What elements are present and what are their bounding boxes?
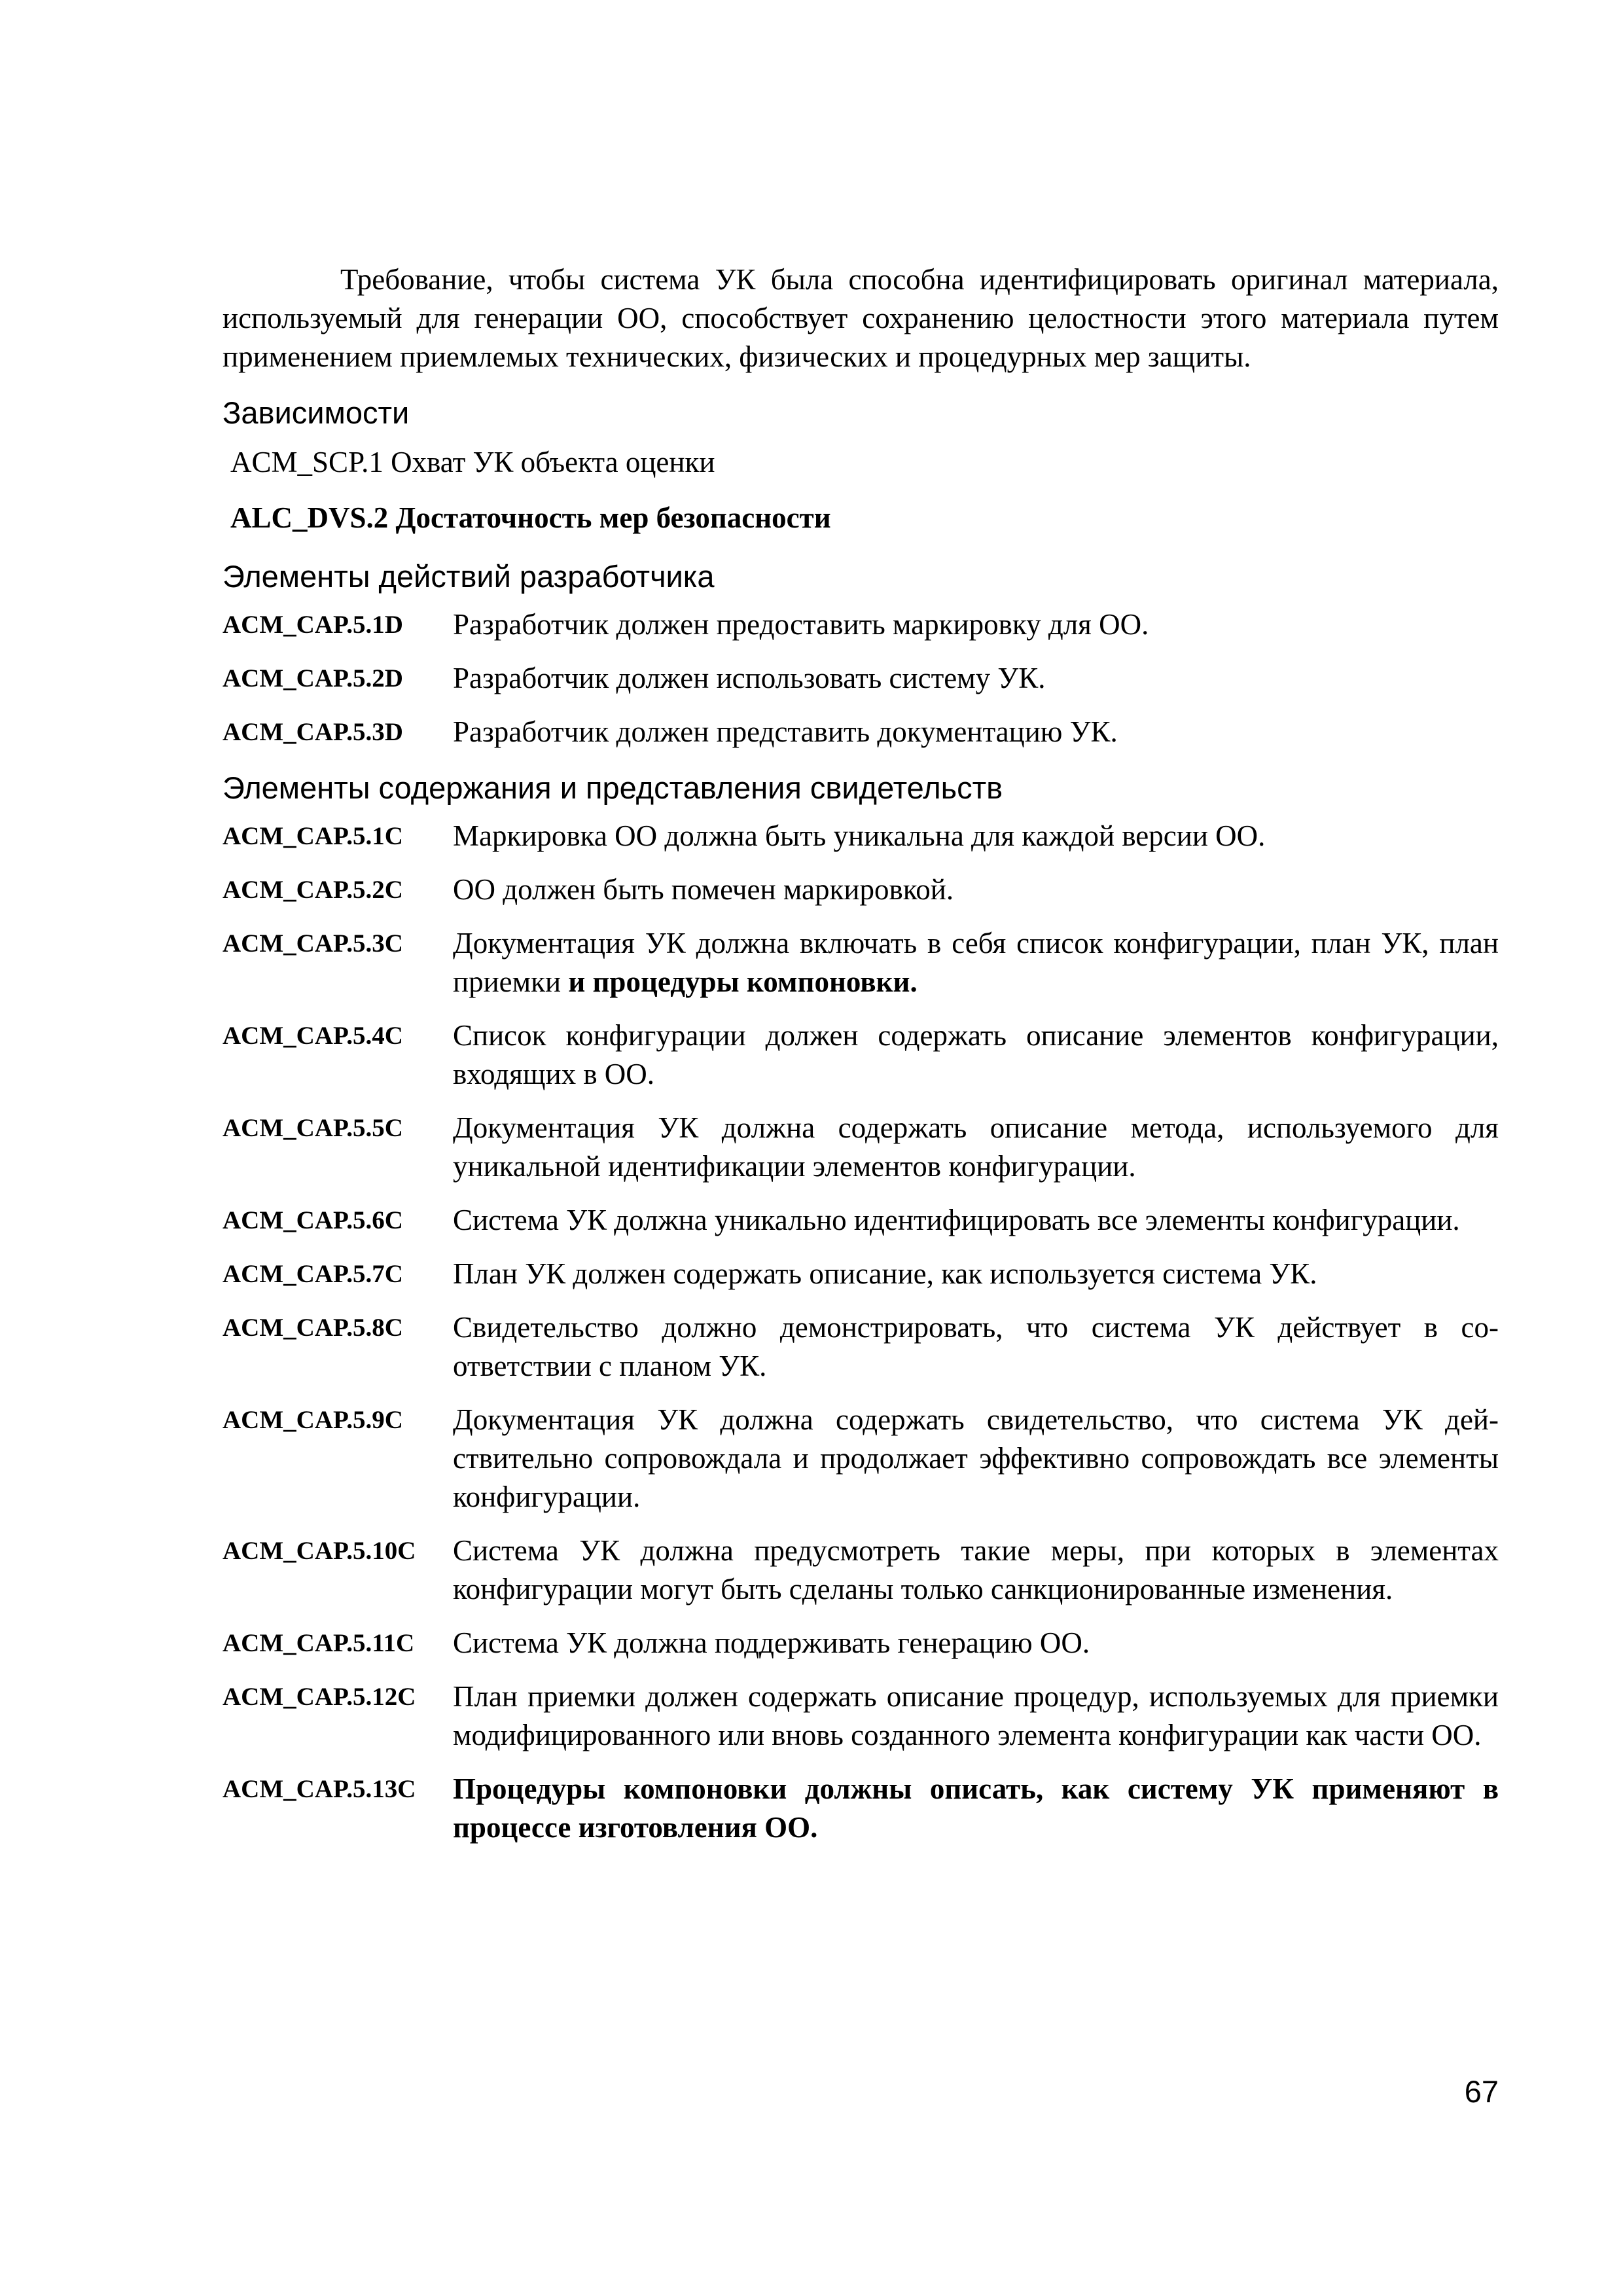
element-text: Маркировка ОО должна быть уникальна для каждой версии ОО. <box>453 819 1266 852</box>
list-item <box>223 1255 1499 1293</box>
element-id: ACM_CAP.5.9C <box>223 1406 403 1434</box>
element-id: ACM_CAP.5.5C <box>223 1114 403 1142</box>
element-text: Документация УК должна содержать свидетельство, что система УК действительно сопровождала и продолжает эффективно сопровождать все элементы конфигурации. <box>453 1403 1499 1513</box>
element-id: ACM_CAP.5.6C <box>223 1206 403 1234</box>
element-text-regular: Документация УК должна включать в себя список конфигурации, план УК, план приемки <box>453 927 1499 998</box>
element-id: ACM_CAP.5.3C <box>223 929 403 958</box>
element-text: План УК должен содержать описание, как используется система УК. <box>453 1257 1317 1290</box>
developer-actions-list <box>223 605 1499 751</box>
list-item <box>223 1532 1499 1609</box>
developer-actions-heading: Элементы действий разработчика <box>223 559 715 594</box>
element-id: ACM_CAP.5.10C <box>223 1537 416 1565</box>
list-item <box>223 1201 1499 1240</box>
content-elements-list <box>223 817 1499 1847</box>
list-item <box>223 1016 1499 1094</box>
list-item <box>223 1624 1499 1662</box>
list-item <box>223 1677 1499 1755</box>
component-title: ALC_DVS.2 Достаточность мер безопасности <box>230 501 831 534</box>
dependency-line: ACM_SCP.1 Охват УК объекта оценки <box>230 446 715 478</box>
list-item <box>223 659 1499 698</box>
list-item <box>223 817 1499 855</box>
element-text: Документация УК должна содержать описание метода, используемого для уникальной идентификации элементов конфигурации. <box>453 1111 1499 1183</box>
element-id: ACM_CAP.5.2D <box>223 664 403 692</box>
element-text: Список конфигурации должен содержать описание элементов конфигурации, входящих в ОО. <box>453 1019 1499 1090</box>
element-text: Система УК должна поддерживать генерацию ОО. <box>453 1626 1090 1659</box>
list-item <box>223 605 1499 644</box>
element-text: Разработчик должен представить документацию УК. <box>453 715 1118 748</box>
element-text: Процедуры компоновки должны описать, как систему УК применяют в процессе изготовления ОО. <box>453 1772 1499 1844</box>
element-text: ОО должен быть помечен маркировкой. <box>453 873 954 906</box>
element-id: ACM_CAP.5.13C <box>223 1775 416 1803</box>
element-id: ACM_CAP.5.7C <box>223 1260 403 1288</box>
list-item <box>223 1770 1499 1847</box>
dependencies-heading: Зависимости <box>223 395 410 430</box>
list-item <box>223 713 1499 751</box>
element-text <box>453 924 1499 1001</box>
element-text: Система УК должна предусмотреть такие меры, при которых в элементах конфигурации могут быть сделаны только санкционированные изменения. <box>453 1534 1499 1605</box>
list-item <box>223 1109 1499 1186</box>
element-text: Разработчик должен использовать систему УК. <box>453 662 1046 694</box>
element-id: ACM_CAP.5.8C <box>223 1314 403 1342</box>
content-elements-heading: Элементы содержания и представления свидетельств <box>223 770 1003 805</box>
element-id: ACM_CAP.5.3D <box>223 718 403 746</box>
page-content <box>223 260 1499 1862</box>
list-item <box>223 924 1499 1001</box>
list-item <box>223 1401 1499 1516</box>
page-number: 67 <box>1464 2074 1499 2109</box>
element-id: ACM_CAP.5.1D <box>223 611 403 639</box>
element-id: ACM_CAP.5.1C <box>223 822 403 850</box>
element-text: Свидетельство должно демонстрировать, что система УК действует в соответствии с планом УК. <box>453 1311 1499 1382</box>
element-text-bold: и процедуры компоновки. <box>568 965 918 998</box>
element-id: ACM_CAP.5.11C <box>223 1629 415 1657</box>
element-id: ACM_CAP.5.4C <box>223 1022 403 1050</box>
intro-paragraph: Требование, чтобы система УК была способна идентифицировать оригинал материала, используемый для генерации ОО, способствует сохранению целостности этого материала путем применением приемлемых технических, физических и процедурных мер защиты. <box>223 263 1499 373</box>
list-item <box>223 870 1499 909</box>
element-text: Разработчик должен предоставить маркировку для ОО. <box>453 608 1149 641</box>
element-text: План приемки должен содержать описание процедур, используемых для приемки модифицированного или вновь созданного элемента конфигурации как части ОО. <box>453 1680 1499 1751</box>
element-id: ACM_CAP.5.2C <box>223 876 403 904</box>
list-item <box>223 1308 1499 1386</box>
element-id: ACM_CAP.5.12C <box>223 1683 416 1711</box>
element-text: Система УК должна уникально идентифицировать все элементы конфигурации. <box>453 1204 1460 1236</box>
